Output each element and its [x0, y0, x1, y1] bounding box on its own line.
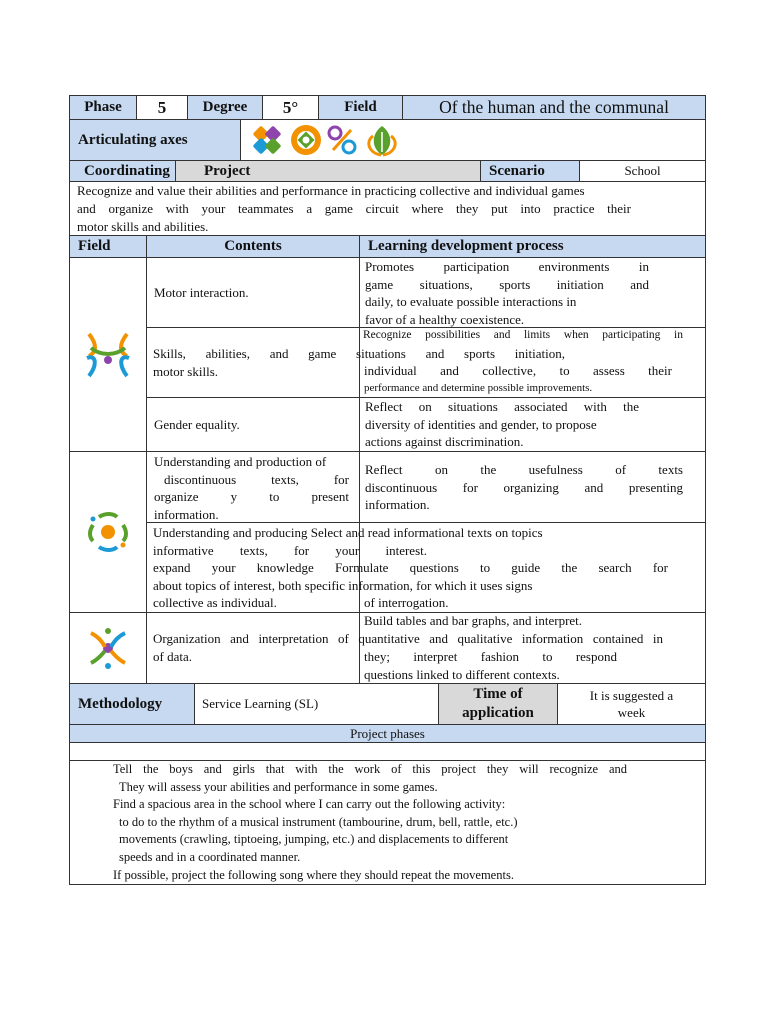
learning-column-header: Learning development process	[359, 235, 706, 258]
activity-text: movements (crawling, tiptoeing, jumping, etc.) and displacements to different	[119, 832, 509, 847]
content-motor-interaction	[146, 257, 360, 328]
activity-text: They will assess your abilities and performance in some games.	[119, 779, 438, 794]
process-line: Reflect on situations associated with the	[365, 399, 639, 414]
inclusion-icon	[253, 126, 282, 155]
contents-column-header: Contents	[146, 235, 360, 258]
process-line: questions linked to different contexts.	[364, 666, 560, 682]
methodology-label: Methodology	[69, 683, 195, 725]
activity-item	[97, 849, 627, 867]
field-label: Field	[318, 95, 403, 120]
activity-text: Tell the boys and girls that with the work of this project they will recognize and	[113, 762, 627, 776]
knowledge-icon	[85, 625, 131, 671]
content-line: organize y to present	[154, 489, 349, 504]
content-line: informative texts, for your interest.	[153, 542, 427, 558]
content-line: Understanding and production of	[154, 454, 327, 469]
critical-thinking-icon	[291, 125, 321, 155]
content-line: discontinuous texts, for	[164, 471, 349, 487]
human-community-icon	[83, 330, 133, 380]
purpose-line: Recognize and value their abilities and performance in practicing collective and individual games	[77, 183, 585, 198]
activity-item	[97, 779, 627, 797]
content-line: Gender equality.	[154, 416, 240, 432]
process-line: they; interpret fashion to respond	[364, 649, 617, 664]
activity-item	[97, 761, 627, 779]
process-line: Promotes participation environments in	[365, 259, 649, 274]
activity-text: speeds and in a coordinated manner.	[119, 849, 301, 864]
content-line: Understanding and producing Select and read informational texts on topics	[153, 525, 543, 540]
process-line: favor of a healthy coexistence.	[365, 311, 525, 327]
activity-text: If possible, project the following song where they should repeat the movements.	[113, 867, 514, 882]
purpose-line: and organize with your teammates a game circuit where they put into practice their	[77, 201, 631, 216]
project-phases-header: Project phases	[69, 724, 706, 743]
interculturality-icon	[329, 127, 355, 153]
content-line: expand your knowledge Formulate questions to guide the search for	[153, 560, 668, 575]
healthy-living-icon	[369, 126, 395, 155]
process-line: individual and collective, to assess their	[364, 363, 672, 378]
degree-value: 5°	[262, 95, 319, 120]
content-line: of data.	[153, 648, 192, 664]
field-column-header: Field	[69, 235, 147, 258]
bullet-glyph	[97, 867, 113, 885]
phase-value: 5	[136, 95, 188, 120]
process-line: of interrogation.	[364, 595, 449, 610]
purpose-line: motor skills and abilities.	[77, 219, 209, 234]
activity-text: to do to the rhythm of a musical instrument (tambourine, drum, bell, rattle, etc.)	[119, 814, 518, 829]
methodology-value: Service Learning (SL)	[194, 683, 439, 725]
degree-label: Degree	[187, 95, 263, 120]
scenario-label: Scenario	[480, 160, 580, 182]
axes-icons-cell	[240, 119, 706, 161]
project-purpose	[69, 181, 706, 236]
content-line: information.	[154, 506, 219, 522]
content-line: Organization and interpretation of quantitative and qualitative information contained in	[153, 631, 663, 646]
content-line: collective as individual.	[153, 595, 277, 610]
project-label: Project	[175, 160, 481, 182]
time-of-application-value: It is suggested a week	[557, 683, 706, 725]
process-motor-interaction	[359, 257, 706, 328]
process-data-organization	[364, 648, 617, 683]
activity-item	[97, 867, 627, 885]
process-informative-texts	[364, 594, 448, 612]
content-line: Motor interaction.	[154, 284, 249, 300]
process-line: game situations, sports initiation and	[365, 276, 649, 292]
scenario-value: School	[579, 160, 706, 182]
process-line: Reflect on the usefulness of texts	[365, 462, 683, 477]
content-line: motor skills.	[153, 363, 219, 379]
project-phases-blank-row	[69, 742, 706, 761]
bullet-glyph	[97, 796, 113, 814]
content-discontinuous-texts	[146, 451, 360, 523]
activity-item	[97, 831, 627, 849]
field-cell-human-community	[69, 257, 147, 452]
phase-label: Phase	[69, 95, 137, 120]
process-line: information.	[365, 497, 430, 512]
process-line: actions against discrimination.	[365, 434, 524, 449]
articulating-axes-label: Articulating axes	[69, 119, 241, 161]
process-line: Recognize possibilities and limits when participating in	[363, 329, 683, 341]
languages-icon	[85, 509, 131, 555]
content-line: about topics of interest, both specific information, for which it uses signs	[153, 577, 533, 593]
content-line: Skills, abilities, and game situations and sports initiation,	[153, 346, 565, 361]
content-gender-equality	[146, 397, 360, 452]
process-line: performance and determine possible improvements.	[364, 381, 593, 394]
activity-text: Find a spacious area in the school where I can carry out the following activity:	[113, 797, 506, 812]
activity-item	[97, 814, 627, 832]
process-line: discontinuous for organizing and presenting	[365, 479, 683, 495]
field-cell-languages	[69, 451, 147, 613]
process-gender-equality	[359, 397, 706, 452]
activities-list	[69, 760, 706, 885]
process-line: diversity of identities and gender, to propose	[365, 416, 597, 432]
bullet-glyph	[97, 761, 113, 779]
process-discontinuous-texts	[359, 451, 706, 523]
field-value: Of the human and the communal	[402, 95, 706, 120]
time-of-application-label: Time of application	[438, 683, 558, 725]
field-cell-knowledge	[69, 612, 147, 684]
coordinating-label: Coordinating	[69, 160, 176, 182]
process-line: Build tables and bar graphs, and interpret.	[364, 613, 583, 628]
activity-item	[97, 796, 627, 814]
process-line: daily, to evaluate possible interactions in	[365, 294, 577, 309]
